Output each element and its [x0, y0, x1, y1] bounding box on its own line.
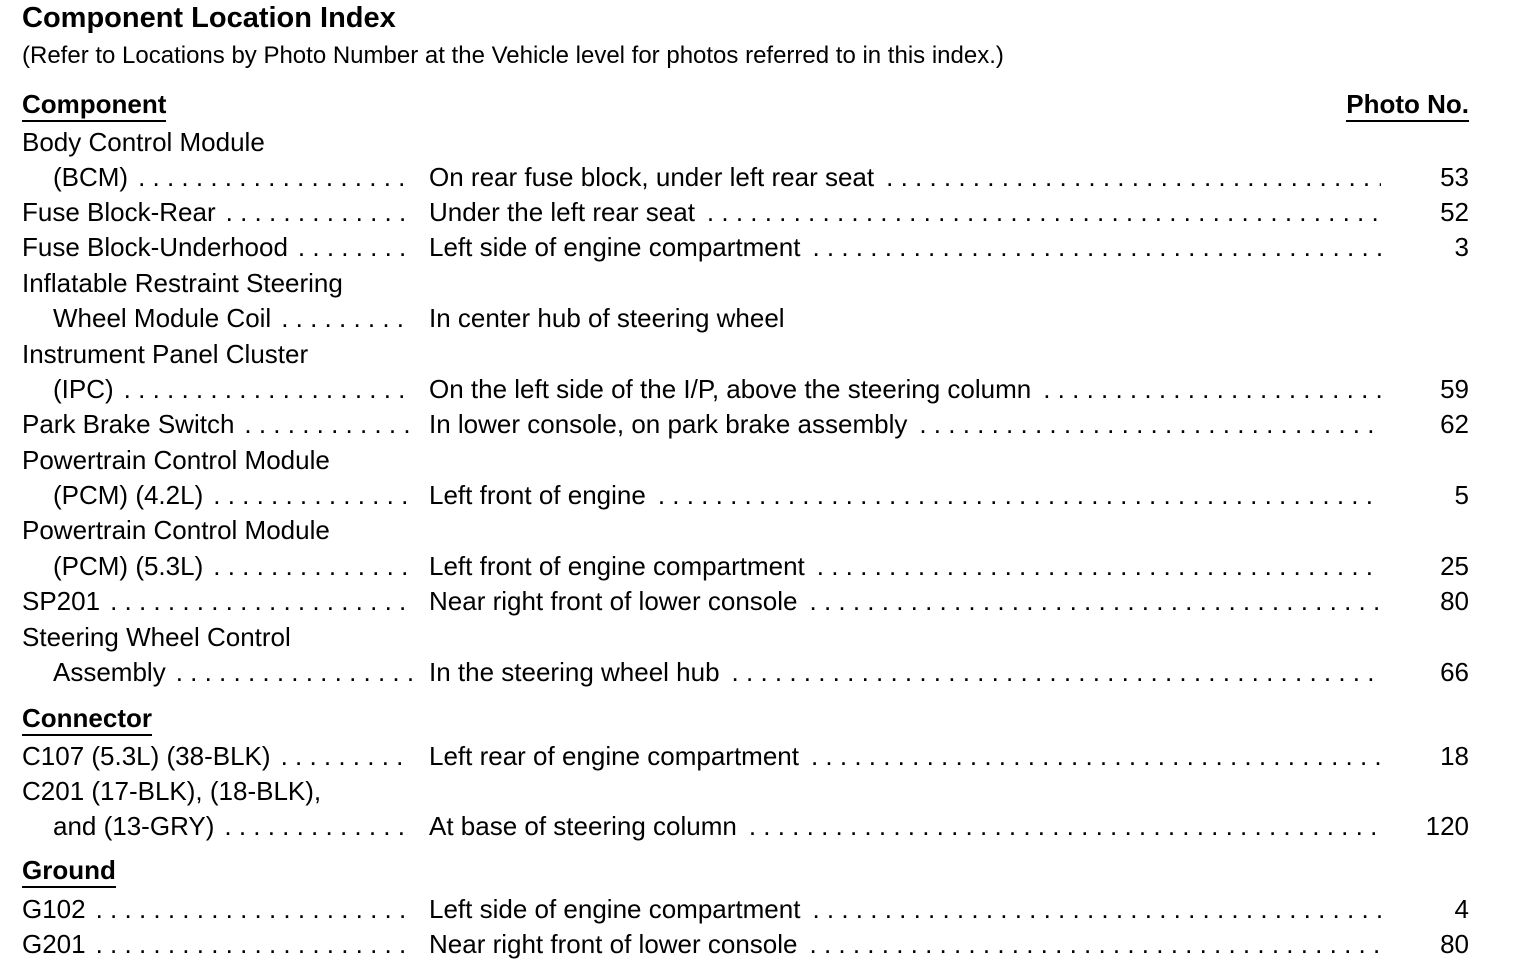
connector-location: At base of steering column . . . [429, 809, 1429, 843]
index-entry-continuation [0, 337, 1520, 371]
component-location: Left front of engine . . . [429, 478, 1429, 512]
connector-name: C107 (5.3L) (38-BLK) . . . [22, 739, 412, 773]
photo-number: 53 [1381, 160, 1469, 194]
component-name: (BCM) . . . [53, 160, 412, 194]
connector-section-heading: Connector [22, 703, 152, 736]
index-entry [0, 809, 1520, 843]
component-name: Assembly . . . [53, 655, 412, 689]
component-name: Fuse Block-Rear . . . [22, 195, 412, 229]
component-name: SP201 . . . [22, 584, 412, 618]
component-location: Left side of engine compartment . . . [429, 230, 1429, 264]
photo-number: 66 [1381, 655, 1469, 689]
component-location: On the left side of the I/P, above the steering column . . . [429, 372, 1429, 406]
connector-location: Left rear of engine compartment . . . [429, 739, 1429, 773]
ground-location: Left side of engine compartment . . . [429, 892, 1429, 926]
photo-number-column-heading: Photo No. [1346, 89, 1469, 122]
component-name-line1: Inflatable Restraint Steering [22, 268, 343, 298]
component-name-line1: Powertrain Control Module [22, 515, 330, 545]
photo-number: 18 [1381, 739, 1469, 773]
index-entry-continuation [0, 620, 1520, 654]
connector-name-line1: C201 (17-BLK), (18-BLK), [22, 776, 322, 806]
component-name: (IPC) . . . [53, 372, 412, 406]
photo-number: 52 [1381, 195, 1469, 229]
index-entry [0, 927, 1520, 961]
index-entry-continuation [0, 513, 1520, 547]
index-entry [0, 478, 1520, 512]
component-location: On rear fuse block, under left rear seat . . . [429, 160, 1429, 194]
page-title: Component Location Index [22, 2, 396, 34]
index-entry [0, 739, 1520, 773]
ground-name: G102 . . . [22, 892, 412, 926]
component-name-line1: Powertrain Control Module [22, 445, 330, 475]
component-name: (PCM) (4.2L) . . . [53, 478, 412, 512]
index-entry-continuation [0, 443, 1520, 477]
photo-number: 59 [1381, 372, 1469, 406]
ground-section-heading: Ground [22, 855, 116, 888]
photo-number: 80 [1381, 927, 1469, 961]
component-location: Left front of engine compartment . . . [429, 549, 1429, 583]
photo-number: 4 [1381, 892, 1469, 926]
component-name: (PCM) (5.3L) . . . [53, 549, 412, 583]
component-location: In center hub of steering wheel [429, 303, 785, 333]
page-subtitle: (Refer to Locations by Photo Number at the Vehicle level for photos referred to in this index.) [22, 42, 1004, 69]
index-entry [0, 584, 1520, 618]
component-name-line1: Steering Wheel Control [22, 622, 291, 652]
ground-location: Near right front of lower console . . . [429, 927, 1429, 961]
index-entry [0, 195, 1520, 229]
component-name: Park Brake Switch . . . [22, 407, 412, 441]
photo-number: 62 [1381, 407, 1469, 441]
component-name-line1: Instrument Panel Cluster [22, 339, 309, 369]
index-entry-continuation [0, 266, 1520, 300]
index-entry [0, 407, 1520, 441]
photo-number: 3 [1381, 230, 1469, 264]
index-entry [0, 230, 1520, 264]
ground-name: G201 . . . [22, 927, 412, 961]
component-location: In lower console, on park brake assembly . . . [429, 407, 1429, 441]
photo-number: 5 [1381, 478, 1469, 512]
index-entry [0, 549, 1520, 583]
component-name-line1: Body Control Module [22, 127, 265, 157]
index-entry [0, 301, 1520, 335]
index-entry [0, 160, 1520, 194]
connector-name: and (13-GRY) . . . [53, 809, 412, 843]
component-location: Near right front of lower console . . . [429, 584, 1429, 618]
index-entry-continuation [0, 125, 1520, 159]
index-entry [0, 372, 1520, 406]
index-entry [0, 655, 1520, 689]
component-location: In the steering wheel hub . . . [429, 655, 1429, 689]
component-location: Under the left rear seat . . . [429, 195, 1429, 229]
photo-number: 80 [1381, 584, 1469, 618]
component-name: Fuse Block-Underhood . . . [22, 230, 412, 264]
photo-number: 120 [1381, 809, 1469, 843]
index-entry [0, 892, 1520, 926]
component-name: Wheel Module Coil . . . [53, 301, 412, 335]
photo-number: 25 [1381, 549, 1469, 583]
component-section-heading: Component [22, 89, 166, 122]
index-entry-continuation [0, 774, 1520, 808]
